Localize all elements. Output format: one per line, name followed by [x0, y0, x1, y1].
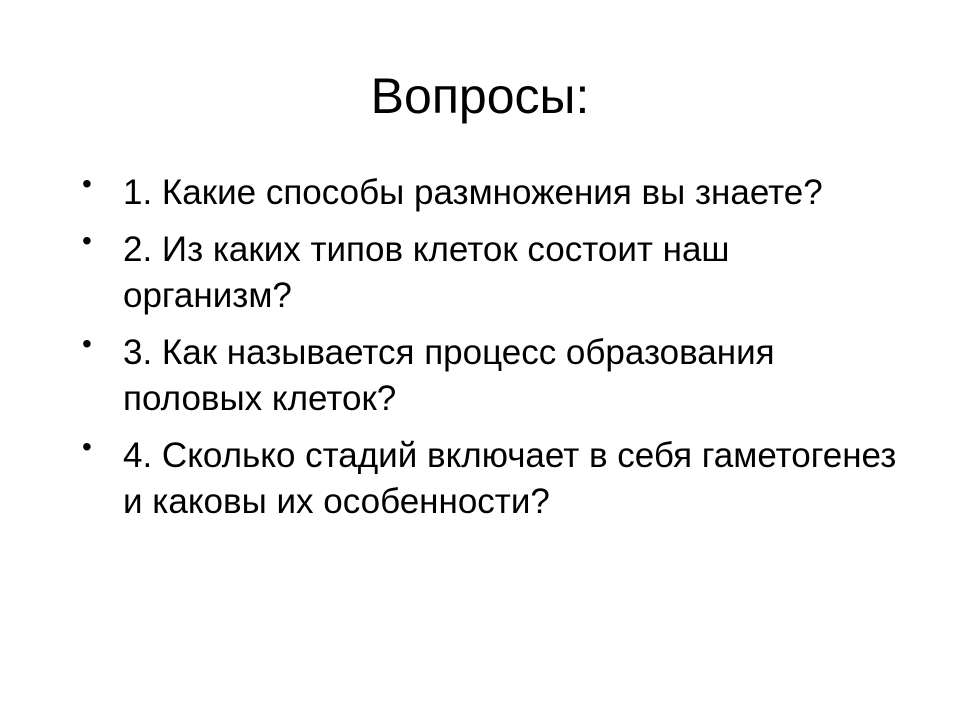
question-item-2 — [0, 227, 960, 319]
question-text: 1. Какие способы размножения вы знаете? — [123, 173, 823, 212]
bullet-icon: • — [82, 328, 92, 359]
question-item-3 — [0, 330, 960, 422]
question-text: 3. Как называется процесс образования половых клеток? — [123, 333, 775, 418]
question-list — [0, 170, 960, 536]
bullet-icon: • — [82, 168, 92, 199]
bullet-icon: • — [82, 431, 92, 462]
bullet-icon: • — [82, 225, 92, 256]
question-item-4 — [0, 433, 960, 525]
slide-title: Вопросы: — [370, 68, 590, 124]
question-text: 4. Сколько стадий включает в себя гаметогенез и каковы их особенности? — [123, 436, 897, 521]
question-text: 2. Из каких типов клеток состоит наш организм? — [123, 230, 730, 315]
question-item-1 — [0, 170, 960, 216]
